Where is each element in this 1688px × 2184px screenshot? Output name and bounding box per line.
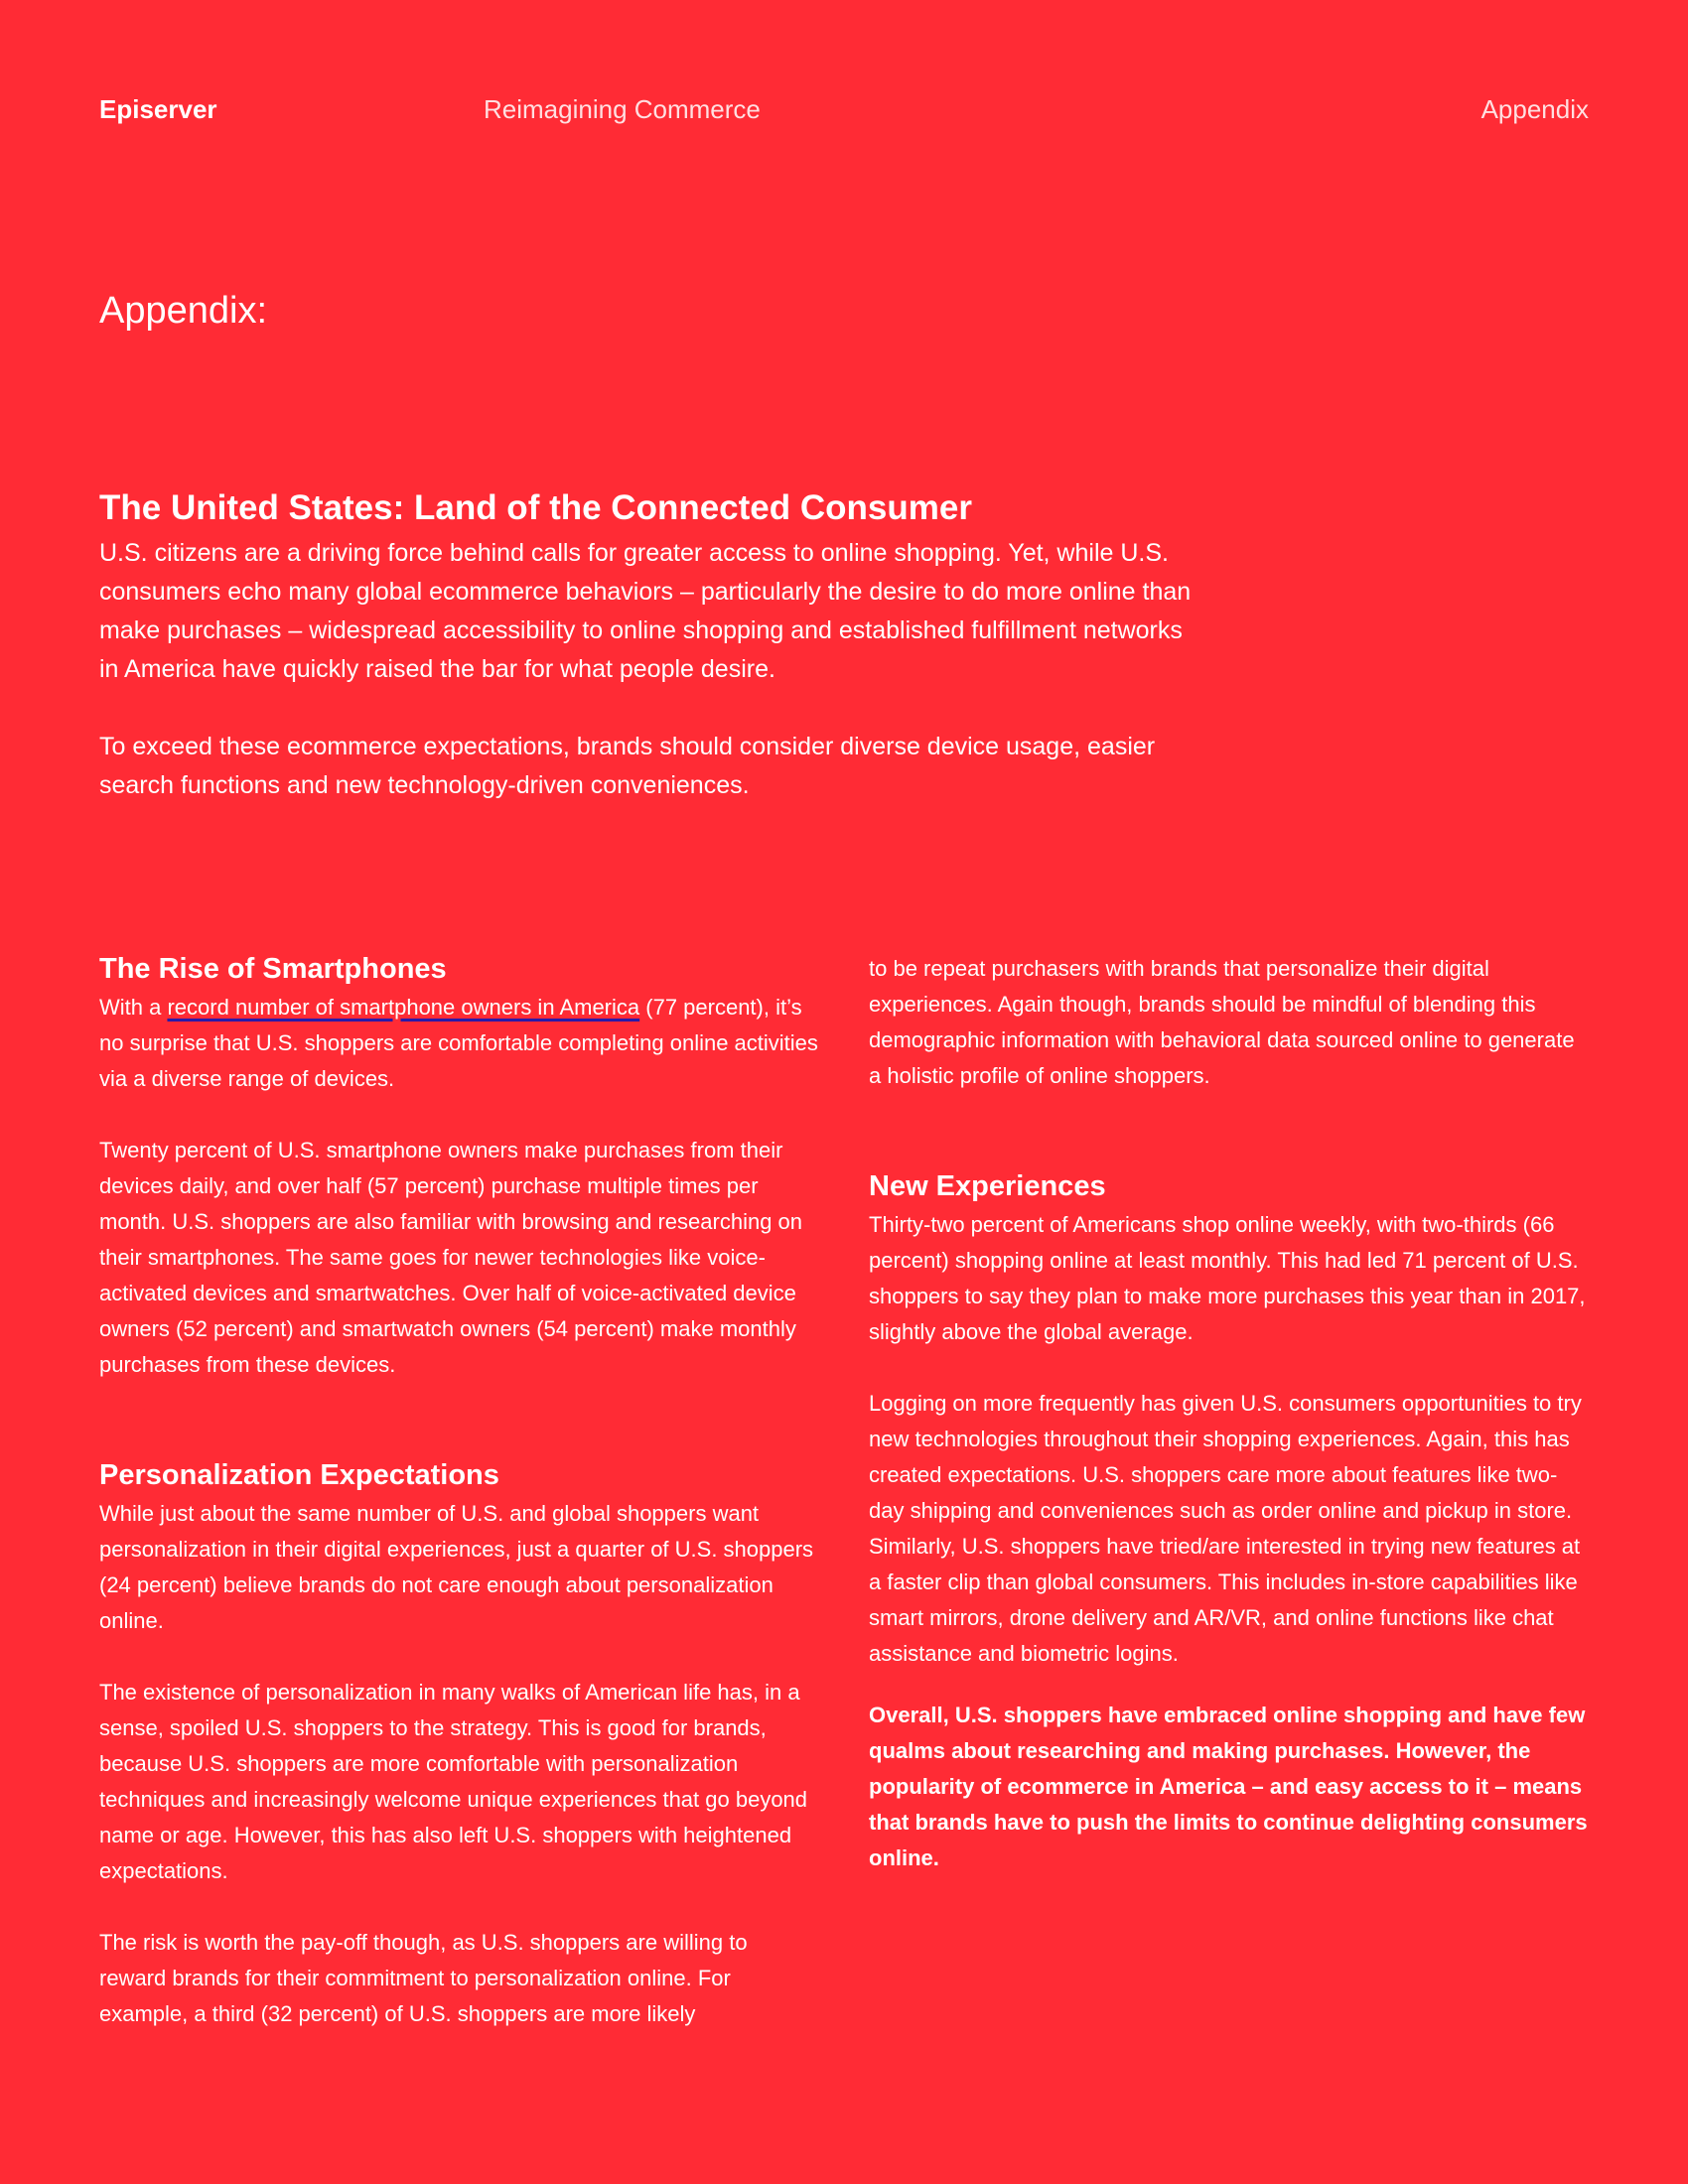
- left-column: [99, 948, 819, 2068]
- page-header: [99, 94, 1589, 134]
- personalization-paragraph-3-continued: to be repeat purchasers with brands that personalize their digital experiences. Again though, brands should be mindful of blending this demographic information with behavioral data sourced online to generate a holistic profile of online shoppers.: [869, 956, 1575, 1088]
- personalization-paragraph-3: The risk is worth the pay-off though, as U.S. shoppers are willing to reward brands for their commitment to personalization online. For example, a third (32 percent) of U.S. shoppers are more likely: [99, 1930, 748, 2026]
- personalization-paragraph-1: While just about the same number of U.S. and global shoppers want personalization in their digital experiences, just a quarter of U.S. shoppers (24 percent) believe brands do not care enough about personalization online.: [99, 1501, 814, 1633]
- summary-callout: Overall, U.S. shoppers have embraced online shopping and have few qualms about researching and making purchases. However, the popularity of ecommerce in America – and easy access to it – means that brands have to push the limits to continue delighting consumers online.: [869, 1703, 1588, 1870]
- smartphones-paragraph-1: With a record number of smartphone owners in America (77 percent), it’s no surprise that U.S. shoppers are comfortable completing online activities via a diverse range of devices.: [99, 995, 818, 1091]
- brand-logo-text[interactable]: Episerver: [99, 94, 217, 124]
- intro-section: [99, 486, 1201, 844]
- new-experiences-paragraph-2: Logging on more frequently has given U.S. consumers opportunities to try new technologies throughout their shopping experiences. Again, this has created expectations. U.S. shoppers care more about features like two-day shipping and conveniences such as order online and pickup in store. Similarly, U.S. shoppers have tried/are interested in trying new features at a faster clip than global consumers. This includes in-store capabilities like smart mirrors, drone delivery and AR/VR, and online functions like chat assistance and biometric logins.: [869, 1391, 1582, 1666]
- right-column: [869, 951, 1589, 1912]
- intro-paragraph-2: To exceed these ecommerce expectations, brands should consider diverse device usage, easier search functions and new technology-driven conveniences.: [99, 733, 1156, 799]
- intro-paragraph-1: U.S. citizens are a driving force behind calls for greater access to online shopping. Yet, while U.S. consumers echo many global ecommerce behaviors – particularly the desire to do more online than make purchases – widespread accessibility to online shopping and established fulfillment networks in America have quickly raised the bar for what people desire.: [99, 539, 1192, 683]
- new-experiences-paragraph-1: Thirty-two percent of Americans shop online weekly, with two-thirds (66 percent) shopping online at least monthly. This had led 71 percent of U.S. shoppers to say they plan to make more purchases this year than in 2017, slightly above the global average.: [869, 1212, 1586, 1344]
- smartphones-paragraph-2: Twenty percent of U.S. smartphone owners make purchases from their devices daily, and over half (57 percent) purchase multiple times per month. U.S. shoppers are also familiar with browsing and researching on their smartphones. The same goes for newer technologies like voice-activated devices and smartwatches. Over half of voice-activated device owners (52 percent) and smartwatch owners (54 percent) make monthly purchases from these devices.: [99, 1138, 803, 1377]
- new-experiences-title: New Experiences: [869, 1170, 1106, 1202]
- intro-title: The United States: Land of the Connected Consumer: [99, 488, 972, 527]
- page-title: Appendix:: [99, 290, 268, 332]
- personalization-title: Personalization Expectations: [99, 1459, 499, 1491]
- smartphones-title: The Rise of Smartphones: [99, 953, 447, 985]
- document-title: Reimagining Commerce: [484, 94, 761, 124]
- personalization-paragraph-2: The existence of personalization in many walks of American life has, in a sense, spoiled U.S. shoppers to the strategy. This is good for brands, because U.S. shoppers are more comfortable with personalization techniques and increasingly welcome unique experiences that go beyond name or age. However, this has also left U.S. shoppers with heightened expectations.: [99, 1680, 808, 1883]
- smartphone-owners-link[interactable]: record number of smartphone owners in America: [167, 995, 640, 1020]
- section-label: Appendix: [1480, 94, 1589, 124]
